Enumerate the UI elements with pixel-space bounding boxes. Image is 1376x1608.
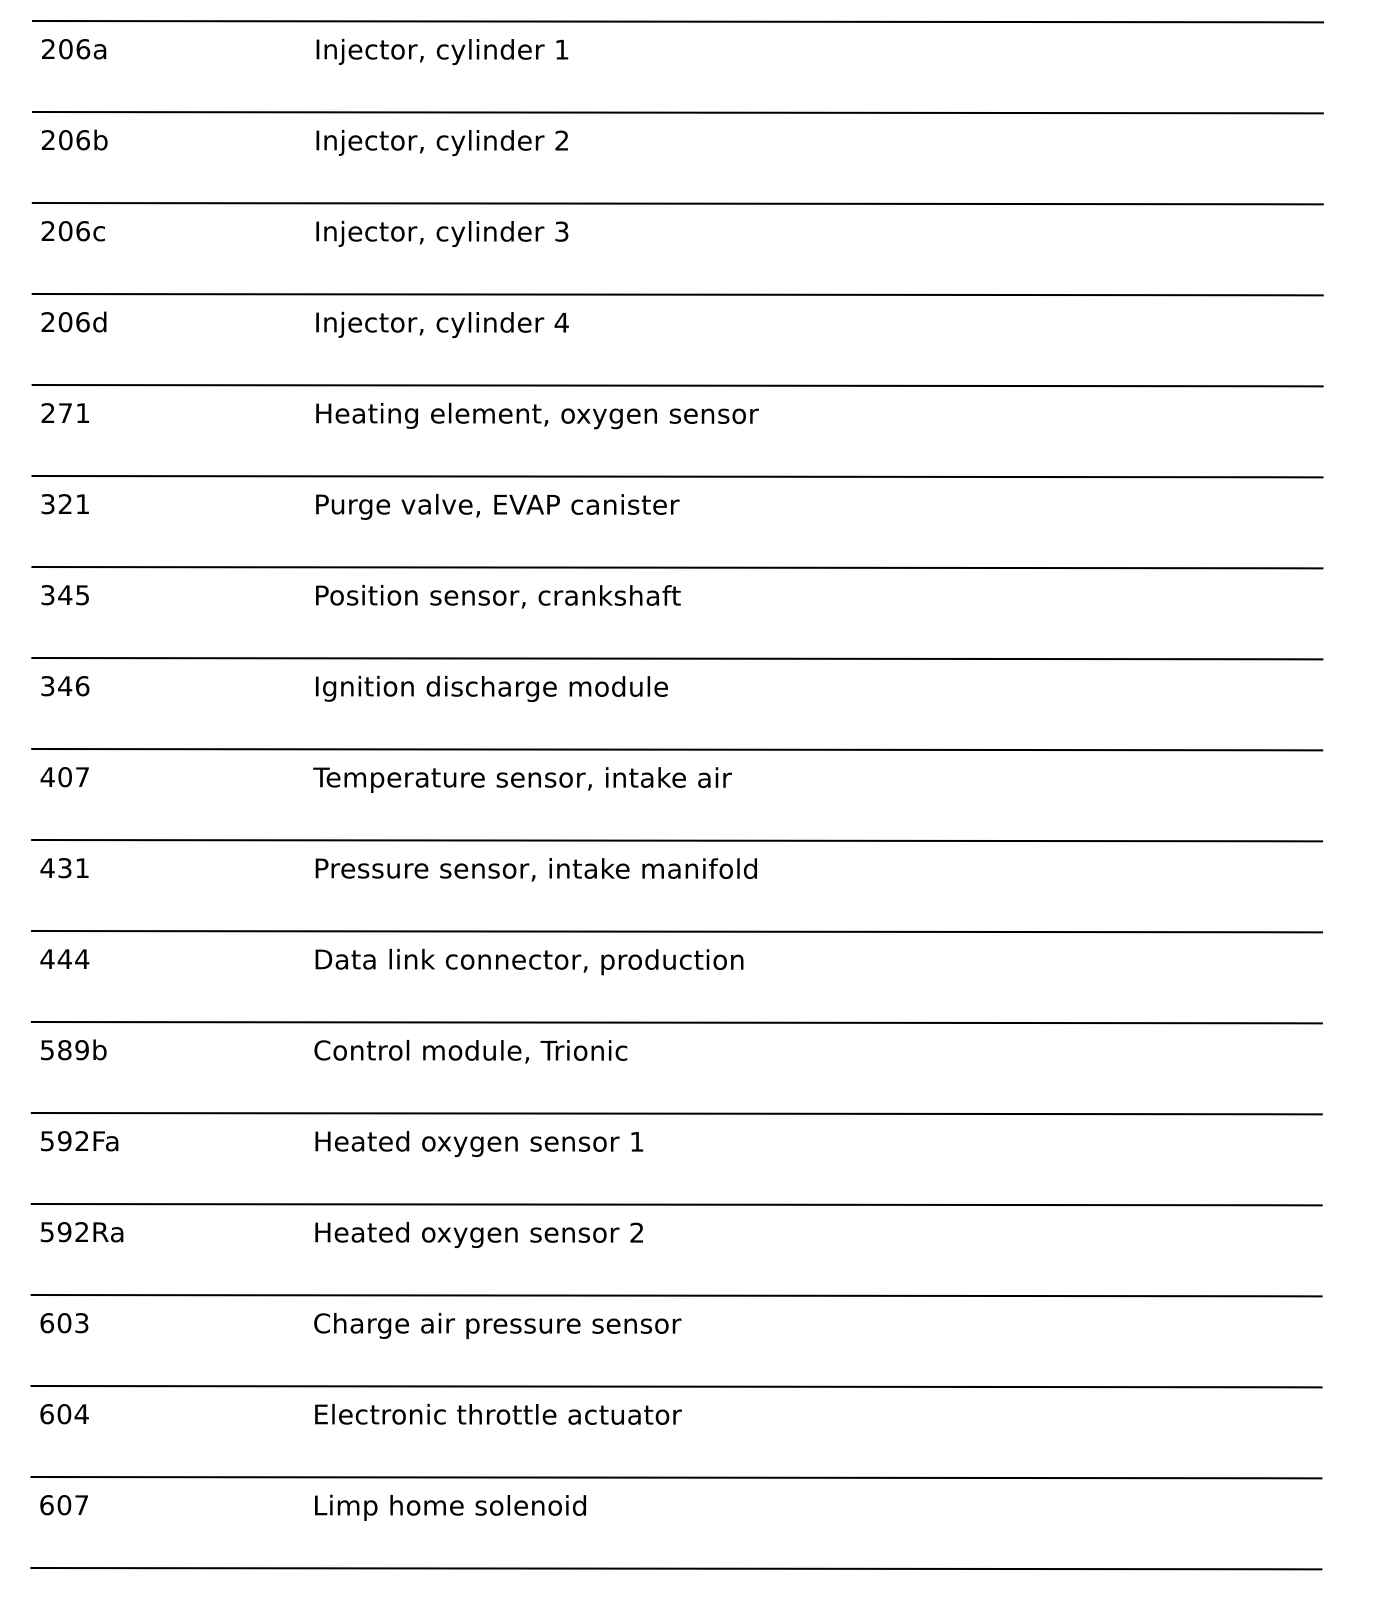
component-description: Position sensor, crankshaft bbox=[313, 581, 682, 613]
table-row bbox=[32, 384, 1324, 476]
table-row bbox=[30, 1385, 1322, 1477]
component-description: Injector, cylinder 3 bbox=[313, 217, 571, 249]
table-row bbox=[31, 1203, 1323, 1295]
component-code: 407 bbox=[39, 763, 92, 795]
component-code: 604 bbox=[38, 1400, 91, 1432]
table-row bbox=[31, 748, 1323, 840]
component-code: 444 bbox=[38, 945, 92, 977]
component-code: 592Ra bbox=[38, 1218, 126, 1250]
component-code: 346 bbox=[39, 672, 92, 704]
component-description: Heated oxygen sensor 1 bbox=[312, 1127, 646, 1159]
component-description: Injector, cylinder 4 bbox=[313, 308, 571, 340]
table-row bbox=[31, 930, 1323, 1022]
table-bottom-rule bbox=[30, 1567, 1322, 1570]
table-row bbox=[32, 111, 1324, 203]
component-code: 345 bbox=[39, 581, 92, 613]
component-code: 271 bbox=[39, 399, 92, 431]
component-description: Heated oxygen sensor 2 bbox=[312, 1218, 646, 1250]
table-row bbox=[30, 1476, 1322, 1568]
table-row bbox=[31, 1294, 1323, 1386]
component-code: 206b bbox=[39, 126, 110, 158]
component-description: Data link connector, production bbox=[312, 945, 747, 977]
component-description: Heating element, oxygen sensor bbox=[313, 399, 760, 431]
component-code: 589b bbox=[38, 1036, 109, 1068]
component-code: 206a bbox=[39, 35, 109, 67]
component-table bbox=[30, 20, 1324, 1570]
component-code: 206d bbox=[39, 308, 110, 340]
component-description: Limp home solenoid bbox=[312, 1491, 589, 1523]
component-description: Control module, Trionic bbox=[312, 1036, 630, 1068]
table-row bbox=[31, 1021, 1323, 1113]
component-code: 607 bbox=[38, 1491, 91, 1523]
component-description: Injector, cylinder 2 bbox=[313, 126, 571, 158]
table-row bbox=[31, 839, 1323, 931]
component-description: Electronic throttle actuator bbox=[312, 1400, 683, 1432]
component-description: Temperature sensor, intake air bbox=[313, 763, 733, 795]
component-description: Charge air pressure sensor bbox=[312, 1309, 682, 1341]
table-row bbox=[31, 657, 1323, 749]
component-description: Injector, cylinder 1 bbox=[313, 35, 571, 67]
component-code: 431 bbox=[39, 854, 92, 886]
table-row bbox=[31, 475, 1323, 567]
table-row bbox=[31, 1112, 1323, 1204]
table-row bbox=[31, 566, 1323, 658]
table-row bbox=[32, 202, 1324, 294]
component-description: Ignition discharge module bbox=[313, 672, 670, 704]
component-code: 321 bbox=[39, 490, 92, 522]
component-code: 592Fa bbox=[38, 1127, 121, 1159]
component-code: 206c bbox=[39, 217, 107, 249]
table-row bbox=[32, 293, 1324, 385]
component-description: Purge valve, EVAP canister bbox=[313, 490, 680, 522]
component-description: Pressure sensor, intake manifold bbox=[313, 854, 760, 886]
table-row bbox=[32, 20, 1324, 112]
component-code: 603 bbox=[38, 1309, 91, 1341]
